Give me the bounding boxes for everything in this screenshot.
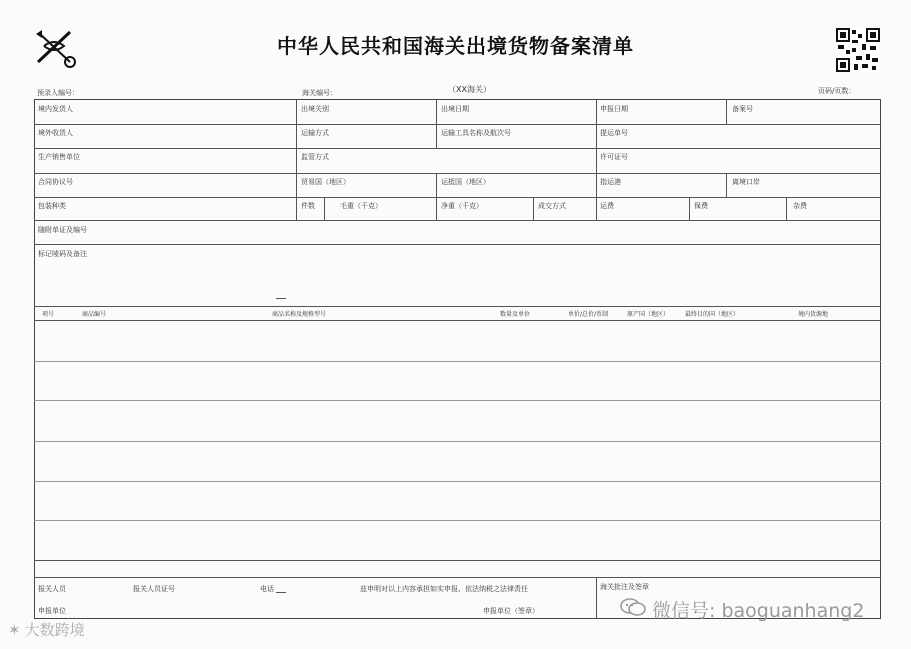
brand-text: 大数跨境 <box>24 621 85 639</box>
goods-col-item-no: 项号 <box>42 311 55 318</box>
exit-point-label: 离境口岸 <box>732 178 760 186</box>
wechat-watermark <box>620 596 864 623</box>
trade-country-label: 贸易国（地区） <box>301 178 350 186</box>
destination-country-label: 运抵国（地区） <box>441 178 490 186</box>
declaring-unit-seal-label: 申报单位（签章） <box>483 607 539 615</box>
contract-number-label: 合同协议号 <box>38 178 73 186</box>
customs-number-label: 海关编号： <box>302 89 337 97</box>
legal-statement: 兹申明对以上内容承担如实申报、依法纳税之法律责任 <box>360 585 528 593</box>
goods-col-final-destination: 最终目的国（地区） <box>685 311 740 318</box>
wechat-icon <box>620 597 646 622</box>
domestic-shipper-label: 境内发货人 <box>38 105 73 113</box>
goods-col-quantity-unit: 数量及单位 <box>500 311 531 318</box>
transaction-mode-label: 成交方式 <box>538 202 566 210</box>
goods-col-domestic-source: 境内货源地 <box>798 311 829 318</box>
customs-name: （XX海关） <box>448 85 491 94</box>
phone-label: 电话 <box>260 585 274 593</box>
declaring-unit-label: 申报单位 <box>38 607 66 615</box>
net-weight-label: 净重（千克） <box>441 202 483 210</box>
package-type-label: 包装种类 <box>38 202 66 210</box>
page-title: 中华人民共和国海关出境货物备案清单 <box>277 34 634 58</box>
supervision-mode-label: 监管方式 <box>301 153 329 161</box>
pre-entry-number-label: 预录入编号： <box>37 89 79 97</box>
goods-col-hs-code: 商品编号 <box>82 311 107 318</box>
goods-col-price-currency: 单价/总价/币制 <box>568 311 609 318</box>
license-number-label: 许可证号 <box>600 153 628 161</box>
exit-port-label: 出境关别 <box>301 105 329 113</box>
marks-remarks-label: 标记唛码及备注 <box>38 250 87 258</box>
declaration-date-label: 申报日期 <box>600 105 628 113</box>
vessel-voyage-label: 运输工具名称及航次号 <box>441 129 511 137</box>
declarant-cert-label: 报关人员证号 <box>133 585 175 593</box>
insurance-label: 保费 <box>694 202 708 210</box>
freight-label: 运费 <box>600 202 614 210</box>
exit-date-label: 出境日期 <box>441 105 469 113</box>
goods-col-name-spec: 商品名称及规格型号 <box>272 311 327 318</box>
overseas-consignee-label: 境外收货人 <box>38 129 73 137</box>
destination-port-label: 指运港 <box>600 178 621 186</box>
customs-note-label: 海关批注及签章 <box>600 583 649 591</box>
brand-watermark <box>8 619 85 640</box>
misc-fees-label: 杂费 <box>793 202 807 210</box>
record-number-label: 备案号 <box>732 105 753 113</box>
transport-mode-label: 运输方式 <box>301 129 329 137</box>
production-sales-unit-label: 生产销售单位 <box>38 153 80 161</box>
attached-documents-label: 随附单证及编号 <box>38 226 87 234</box>
bill-of-lading-label: 提运单号 <box>600 129 628 137</box>
pieces-label: 件数 <box>301 202 315 210</box>
wechat-id-text: 微信号: baoguanhang2 <box>652 600 865 622</box>
page-info-label: 页码/页数： <box>818 87 856 95</box>
gross-weight-label: 毛重（千克） <box>340 202 382 210</box>
brand-logo-icon: ✶ <box>8 620 21 639</box>
goods-col-origin-country: 原产国（地区） <box>627 311 670 318</box>
declarant-label: 报关人员 <box>38 585 66 593</box>
